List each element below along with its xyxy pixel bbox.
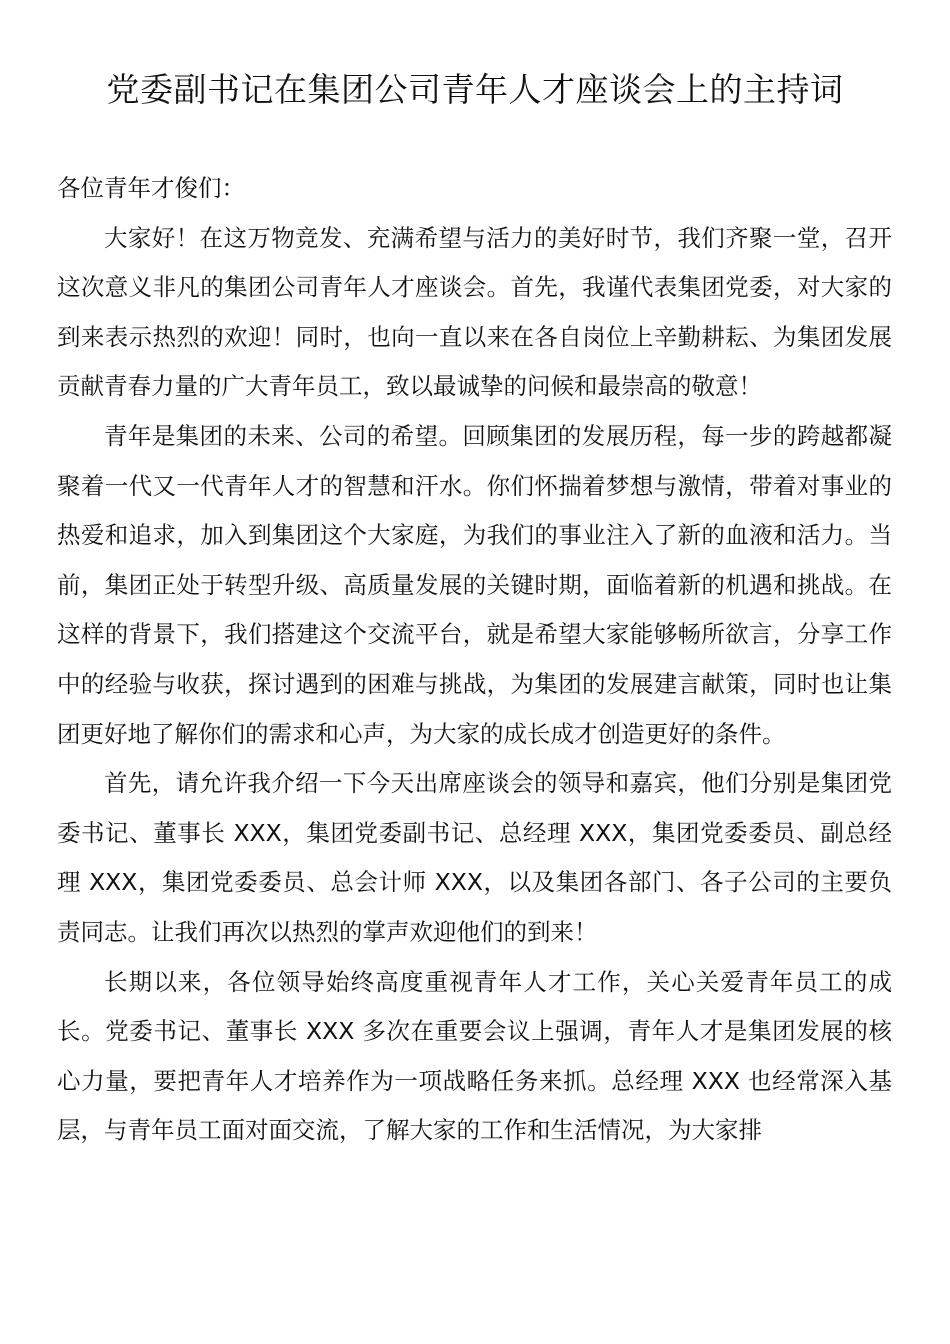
document-body — [57, 164, 892, 1156]
paragraph-leadership-care: 长期以来，各位领导始终高度重视青年人才工作，关心关爱青年员工的成长。党委书记、董事长 XXX 多次在重要会议上强调，青年人才是集团发展的核心力量，要把青年人才培养作为一项战略任务来抓。总经理 XXX 也经常深入基层，与青年员工面对面交流，了解大家的工作和生活情况，为大家排 — [57, 967, 892, 1145]
document-title: 党委副书记在集团公司青年人才座谈会上的主持词 — [106, 70, 844, 109]
paragraph-guest-introduction: 首先，请允许我介绍一下今天出席座谈会的领导和嘉宾，他们分别是集团党委书记、董事长 XXX，集团党委副书记、总经理 XXX，集团党委委员、副总经理 XXX，集团党委委员、总会计师 XXX，以及集团各部门、各子公司的主要负责同志。让我们再次以热烈的掌声欢迎他们的到来！ — [57, 769, 892, 946]
salutation: 各位青年才俊们： — [57, 174, 245, 202]
paragraph-welcome: 大家好！在这万物竞发、充满希望与活力的美好时节，我们齐聚一堂，召开这次意义非凡的集团公司青年人才座谈会。首先，我谨代表集团党委，对大家的到来表示热烈的欢迎！同时，也向一直以来在各自岗位上辛勤耕耘、为集团发展贡献青春力量的广大青年员工，致以最诚挚的问候和最崇高的敬意！ — [57, 223, 892, 401]
paragraph-youth-future: 青年是集团的未来、公司的希望。回顾集团的发展历程，每一步的跨越都凝聚着一代又一代青年人才的智慧和汗水。你们怀揣着梦想与激情，带着对事业的热爱和追求，加入到集团这个大家庭，为我们的事业注入了新的血液和活力。当前，集团正处于转型升级、高质量发展的关键时期，面临着新的机遇和挑战。在这样的背景下，我们搭建这个交流平台，就是希望大家能够畅所欲言，分享工作中的经验与收获，探讨遇到的困难与挑战，为集团的发展建言献策，同时也让集团更好地了解你们的需求和心声，为大家的成长成才创造更好的条件。 — [57, 421, 892, 748]
